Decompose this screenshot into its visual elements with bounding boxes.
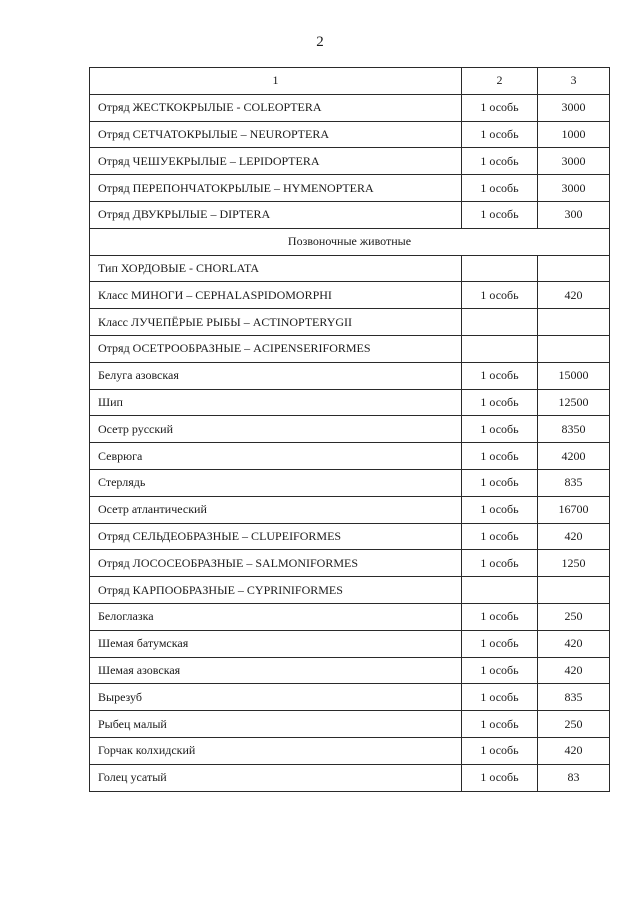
table-row (90, 577, 610, 604)
unit-cell: 1 особь (462, 684, 538, 711)
table-row (90, 630, 610, 657)
species-name-cell: Осетр атлантический (90, 496, 462, 523)
species-name-cell: Рыбец малый (90, 711, 462, 738)
table-row (90, 711, 610, 738)
value-cell: 420 (538, 523, 610, 550)
table-row (90, 603, 610, 630)
species-name-cell: Вырезуб (90, 684, 462, 711)
species-name-cell: Осетр русский (90, 416, 462, 443)
species-name-cell: Отряд СЕТЧАТОКРЫЛЫЕ – NEUROPTERA (90, 121, 462, 148)
unit-cell (462, 577, 538, 604)
table-row (90, 523, 610, 550)
value-cell: 83 (538, 764, 610, 791)
table-row (90, 175, 610, 202)
unit-cell: 1 особь (462, 711, 538, 738)
unit-cell: 1 особь (462, 496, 538, 523)
value-cell: 835 (538, 684, 610, 711)
unit-cell (462, 255, 538, 282)
table-row (90, 201, 610, 228)
value-cell: 15000 (538, 362, 610, 389)
value-cell: 12500 (538, 389, 610, 416)
table-row (90, 469, 610, 496)
value-cell: 835 (538, 469, 610, 496)
unit-cell (462, 309, 538, 336)
page-number: 2 (316, 34, 324, 50)
species-name-cell: Отряд ЖЕСТКОКРЫЛЫЕ - COLEOPTERA (90, 94, 462, 121)
table-row (90, 148, 610, 175)
section-title: Позвоночные животные (90, 228, 610, 255)
value-cell (538, 577, 610, 604)
value-cell: 16700 (538, 496, 610, 523)
value-cell: 250 (538, 711, 610, 738)
table-body (90, 68, 610, 792)
species-name-cell: Голец усатый (90, 764, 462, 791)
species-name-cell: Белуга азовская (90, 362, 462, 389)
table-row (90, 389, 610, 416)
species-table (89, 67, 610, 792)
table-row (90, 335, 610, 362)
table-row (90, 550, 610, 577)
unit-cell: 1 особь (462, 603, 538, 630)
table-row (90, 684, 610, 711)
species-name-cell: Отряд ЛОСОСЕОБРАЗНЫЕ – SALMONIFORMES (90, 550, 462, 577)
table-row (90, 657, 610, 684)
value-cell: 3000 (538, 148, 610, 175)
table-row (90, 737, 610, 764)
table-row (90, 94, 610, 121)
species-name-cell: Отряд ПЕРЕПОНЧАТОКРЫЛЫЕ – HYMENOPTERA (90, 175, 462, 202)
unit-cell: 1 особь (462, 469, 538, 496)
unit-cell: 1 особь (462, 94, 538, 121)
species-name-cell: Класс ЛУЧЕПЁРЫЕ РЫБЫ – ACTINOPTERYGII (90, 309, 462, 336)
section-row (90, 228, 610, 255)
table-row (90, 443, 610, 470)
unit-cell: 1 особь (462, 148, 538, 175)
header-cell-2: 2 (462, 68, 538, 95)
unit-cell: 1 особь (462, 550, 538, 577)
species-name-cell: Шемая батумская (90, 630, 462, 657)
value-cell: 1000 (538, 121, 610, 148)
value-cell: 420 (538, 630, 610, 657)
value-cell: 300 (538, 201, 610, 228)
unit-cell: 1 особь (462, 201, 538, 228)
species-name-cell: Отряд ДВУКРЫЛЫЕ – DIPTERA (90, 201, 462, 228)
table-row (90, 282, 610, 309)
table-row (90, 496, 610, 523)
species-name-cell: Отряд ОСЕТРООБРАЗНЫЕ – ACIPENSERIFORMES (90, 335, 462, 362)
value-cell (538, 309, 610, 336)
unit-cell: 1 особь (462, 175, 538, 202)
species-name-cell: Шип (90, 389, 462, 416)
species-name-cell: Белоглазка (90, 603, 462, 630)
value-cell: 420 (538, 282, 610, 309)
value-cell: 420 (538, 737, 610, 764)
species-name-cell: Шемая азовская (90, 657, 462, 684)
species-name-cell: Тип ХОРДОВЫЕ - CHORLATA (90, 255, 462, 282)
value-cell: 3000 (538, 94, 610, 121)
unit-cell: 1 особь (462, 443, 538, 470)
value-cell: 1250 (538, 550, 610, 577)
value-cell: 3000 (538, 175, 610, 202)
value-cell (538, 255, 610, 282)
species-name-cell: Класс МИНОГИ – CEPHALASPIDOMORPHI (90, 282, 462, 309)
unit-cell: 1 особь (462, 362, 538, 389)
unit-cell: 1 особь (462, 121, 538, 148)
table-header-row (90, 68, 610, 95)
species-name-cell: Стерлядь (90, 469, 462, 496)
species-name-cell: Отряд СЕЛЬДЕОБРАЗНЫЕ – CLUPEIFORMES (90, 523, 462, 550)
species-name-cell: Горчак колхидский (90, 737, 462, 764)
table-row (90, 362, 610, 389)
table-row (90, 416, 610, 443)
species-name-cell: Севрюга (90, 443, 462, 470)
header-cell-1: 1 (90, 68, 462, 95)
species-name-cell: Отряд ЧЕШУЕКРЫЛЫЕ – LEPIDOPTERA (90, 148, 462, 175)
value-cell: 420 (538, 657, 610, 684)
value-cell: 4200 (538, 443, 610, 470)
table-row (90, 121, 610, 148)
unit-cell: 1 особь (462, 657, 538, 684)
value-cell: 8350 (538, 416, 610, 443)
unit-cell (462, 335, 538, 362)
unit-cell: 1 особь (462, 630, 538, 657)
unit-cell: 1 особь (462, 416, 538, 443)
unit-cell: 1 особь (462, 764, 538, 791)
species-name-cell: Отряд КАРПООБРАЗНЫЕ – CYPRINIFORMES (90, 577, 462, 604)
value-cell (538, 335, 610, 362)
unit-cell: 1 особь (462, 282, 538, 309)
table-row (90, 309, 610, 336)
table-row (90, 764, 610, 791)
value-cell: 250 (538, 603, 610, 630)
table-row (90, 255, 610, 282)
unit-cell: 1 особь (462, 523, 538, 550)
unit-cell: 1 особь (462, 389, 538, 416)
unit-cell: 1 особь (462, 737, 538, 764)
header-cell-3: 3 (538, 68, 610, 95)
